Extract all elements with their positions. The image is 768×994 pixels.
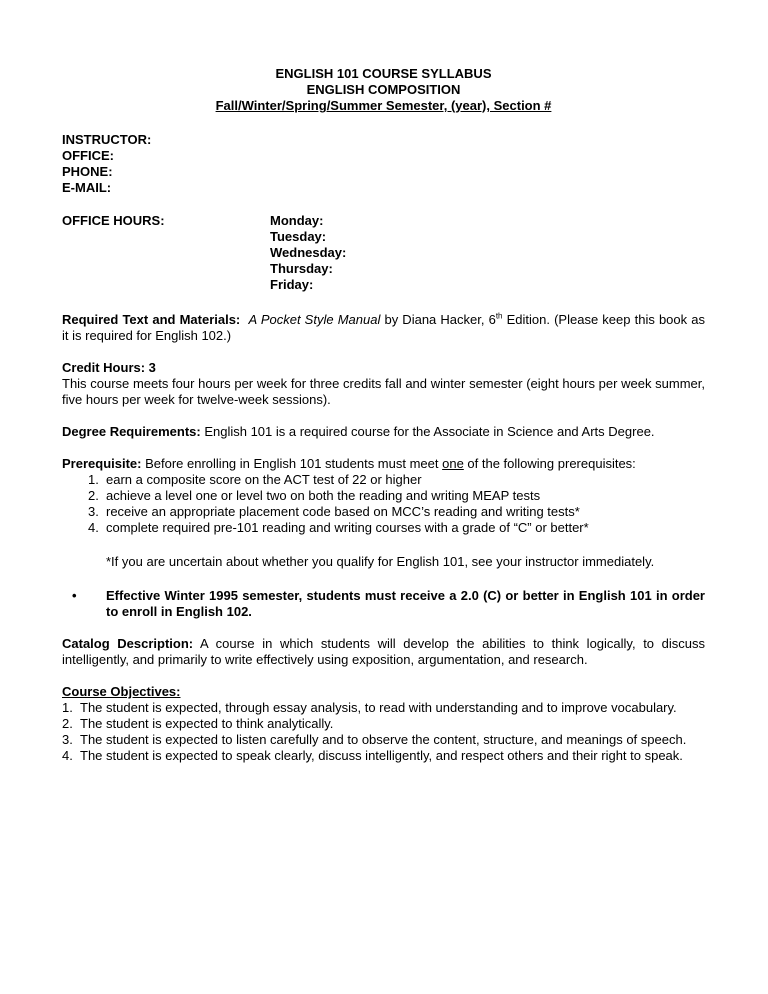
prerequisite-text-after: of the following prerequisites:	[463, 456, 636, 471]
prerequisite-label: Prerequisite:	[62, 456, 142, 471]
credit-hours-label: Credit Hours: 3	[62, 360, 156, 375]
prerequisite-list	[62, 472, 705, 536]
degree-label: Degree Requirements:	[62, 424, 201, 439]
instructor-label: INSTRUCTOR:	[62, 132, 152, 147]
degree-section	[62, 424, 705, 440]
list-item: 2. achieve a level one or level two on both the reading and writing MEAP tests	[88, 488, 541, 503]
credit-hours-section	[62, 360, 705, 408]
objectives-list	[62, 700, 705, 764]
required-text-label: Required Text and Materials:	[62, 312, 241, 327]
catalog-section	[62, 636, 705, 668]
email-label: E-MAIL:	[62, 180, 112, 195]
required-text-rest: Edition. (Please keep this book as it is required for English 102.)	[62, 312, 705, 343]
objectives-section	[62, 684, 705, 764]
prerequisite-underlined: one	[442, 456, 464, 471]
list-item: 4. complete required pre-101 reading and writing courses with a grade of “C” or better*	[88, 520, 589, 535]
syllabus-page	[62, 0, 705, 764]
degree-text: English 101 is a required course for the Associate in Science and Arts Degree.	[200, 424, 655, 439]
office-hours-days	[270, 213, 346, 293]
credit-hours-text: This course meets four hours per week for three credits fall and winter semester (eight hours per week summer, five hours per week for twelve-week sessions).	[62, 376, 705, 407]
list-item: 3. receive an appropriate placement code based on MCC’s reading and writing tests*	[88, 504, 580, 519]
prerequisite-text-before: Before enrolling in English 101 students must meet	[141, 456, 443, 471]
office-label: OFFICE:	[62, 148, 114, 163]
list-item: 1. earn a composite score on the ACT test of 22 or higher	[88, 472, 422, 487]
day-tuesday: Tuesday:	[270, 229, 327, 244]
prerequisite-section	[62, 456, 705, 536]
grade-requirement-bullet	[62, 588, 705, 620]
day-friday: Friday:	[270, 277, 314, 292]
day-monday: Monday:	[270, 213, 324, 228]
day-wednesday: Wednesday:	[270, 245, 347, 260]
course-subtitle: ENGLISH COMPOSITION	[306, 82, 461, 97]
required-text-author: by Diana Hacker, 6	[380, 312, 496, 327]
semester-line: Fall/Winter/Spring/Summer Semester, (year), Section #	[215, 98, 552, 113]
day-thursday: Thursday:	[270, 261, 333, 276]
prerequisite-note: *If you are uncertain about whether you qualify for English 101, see your instructor immediately.	[106, 554, 655, 569]
contact-block	[62, 132, 705, 196]
list-item: 3. The student is expected to listen carefully and to observe the content, structure, and meanings of speech.	[62, 732, 687, 747]
bullet-icon: •	[72, 588, 77, 603]
office-hours-block	[62, 213, 705, 293]
course-title: ENGLISH 101 COURSE SYLLABUS	[275, 66, 492, 81]
required-text-section	[62, 312, 705, 344]
list-item: 1. The student is expected, through essay analysis, to read with understanding and to improve vocabulary.	[62, 700, 677, 715]
grade-requirement-text: Effective Winter 1995 semester, students must receive a 2.0 (C) or better in English 101 in order to enroll in English 102.	[106, 588, 705, 619]
syllabus-header	[62, 66, 705, 114]
catalog-text: A course in which students will develop the abilities to think logically, to discuss intelligently, and primarily to write effectively using exposition, argumentation, and research.	[62, 636, 706, 667]
office-hours-label: OFFICE HOURS:	[62, 213, 165, 228]
list-item: 2. The student is expected to think analytically.	[62, 716, 334, 731]
phone-label: PHONE:	[62, 164, 113, 179]
catalog-label: Catalog Description:	[62, 636, 194, 651]
list-item: 4. The student is expected to speak clearly, discuss intelligently, and respect others and their right to speak.	[62, 748, 683, 763]
objectives-label: Course Objectives:	[62, 684, 181, 699]
required-text-title: A Pocket Style Manual	[248, 312, 381, 327]
edition-superscript: th	[495, 311, 503, 321]
